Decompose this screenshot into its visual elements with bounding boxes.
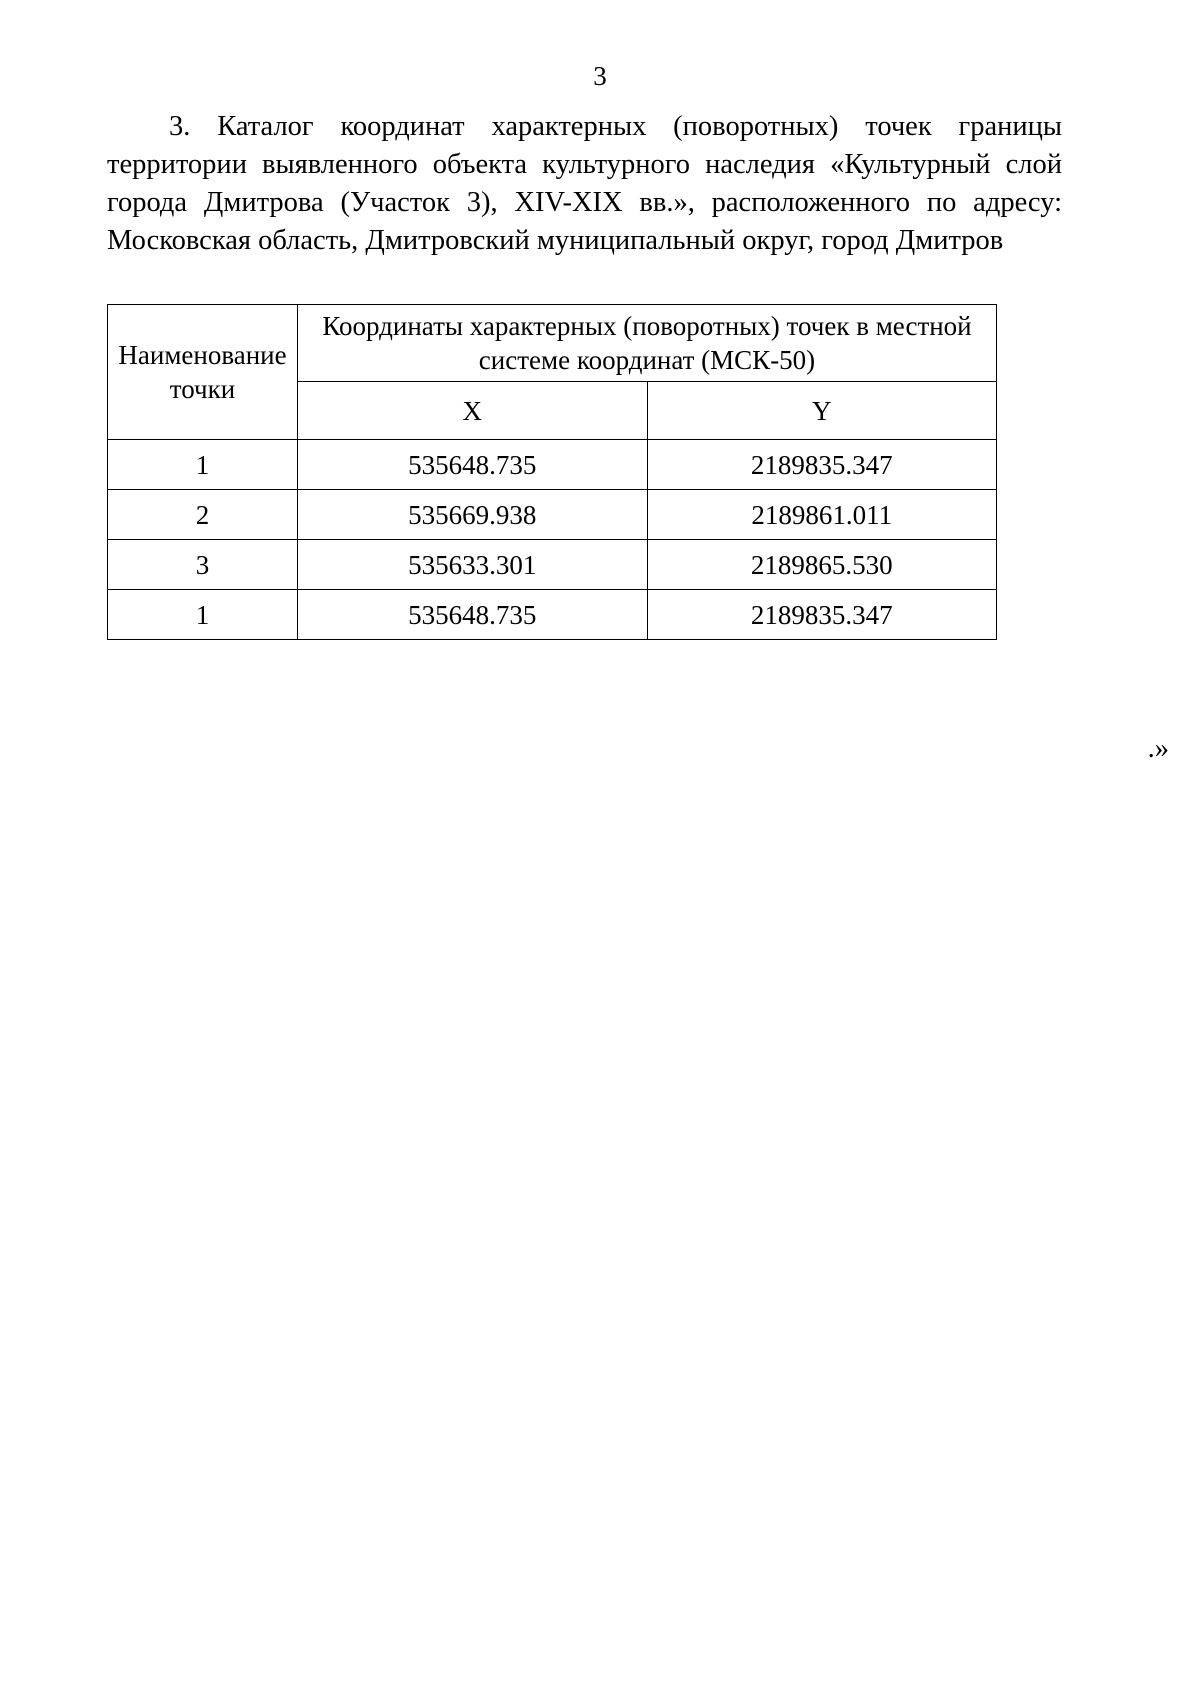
- table-row: [108, 440, 997, 490]
- table-body: [108, 440, 997, 640]
- page-number: 3: [593, 61, 607, 91]
- catalog-description-paragraph: 3. Каталог координат характерных (поворотных) точек границы территории выявленного объекта культурного наследия «Культурный слой города Дмитрова (Участок 3), XIV-XIX вв.», расположенного по адресу: Московская область, Дмитровский муниципальный округ, город Дмитров: [107, 111, 1062, 256]
- table-header-row-1: [108, 305, 997, 382]
- header-point-name: Наименование точки: [108, 305, 298, 440]
- cell-point: 3: [108, 540, 298, 590]
- cell-point: 1: [108, 590, 298, 640]
- table-row: [108, 540, 997, 590]
- cell-point: 2: [108, 490, 298, 540]
- cell-x: 535669.938: [298, 490, 648, 540]
- cell-x: 535633.301: [298, 540, 648, 590]
- page-content: [107, 108, 1169, 764]
- table-head: [108, 305, 997, 440]
- table-row: [108, 590, 997, 640]
- header-y: Y: [647, 382, 997, 440]
- cell-y: 2189861.011: [647, 490, 997, 540]
- cell-y: 2189865.530: [647, 540, 997, 590]
- coordinates-table: [107, 304, 997, 640]
- coordinates-table-container: [107, 304, 997, 640]
- cell-point: 1: [108, 440, 298, 490]
- cell-y: 2189835.347: [647, 440, 997, 490]
- header-coordinates-group: Координаты характерных (поворотных) точек в местной системе координат (МСК-50): [298, 305, 997, 382]
- table-row: [108, 490, 997, 540]
- header-x: X: [298, 382, 648, 440]
- cell-y: 2189835.347: [647, 590, 997, 640]
- cell-x: 535648.735: [298, 440, 648, 490]
- cell-x: 535648.735: [298, 590, 648, 640]
- closing-quotation-mark: .»: [1147, 733, 1169, 764]
